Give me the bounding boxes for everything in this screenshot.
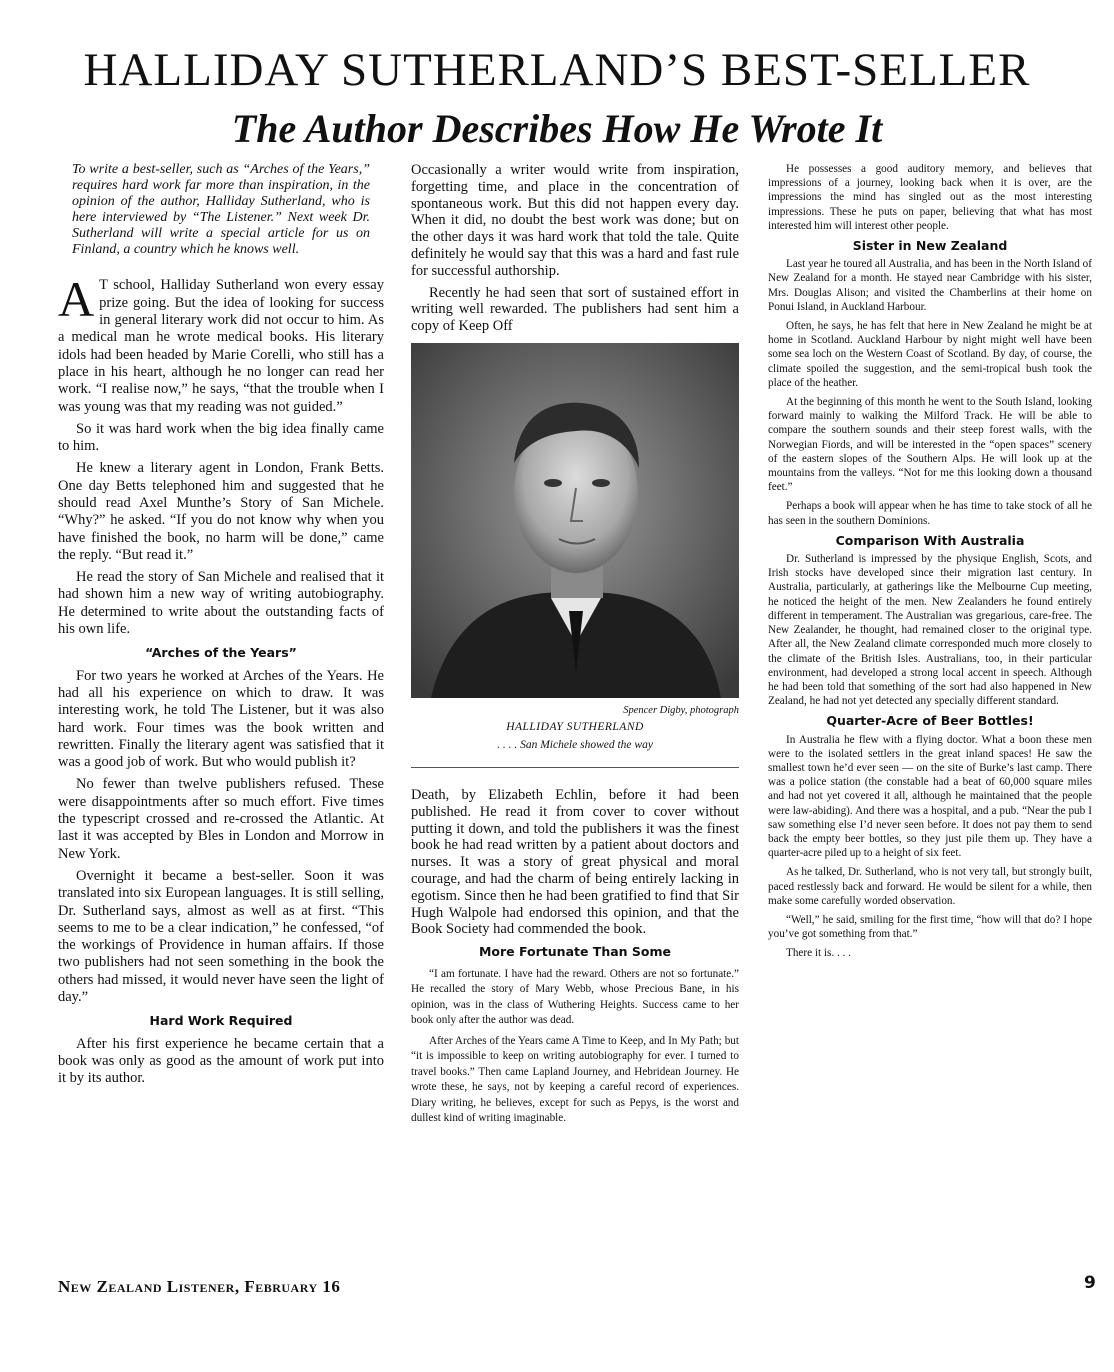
paragraph: Recently he had seen that sort of sustained effort in writing well rewarded. The publishers had sent him a copy of Keep Off <box>411 284 739 335</box>
section-heading: Comparison With Australia <box>835 532 1025 548</box>
portrait-photo <box>411 343 739 698</box>
paragraph: He read the story of San Michele and realised that it had shown him a new way of writing autobiography. He determined to write about the outstanding facts of his own life. <box>58 569 384 638</box>
intro-paragraph: To write a best-seller, such as “Arches of the Years,” requires hard work far more than inspiration, in the opinion of the author, Halliday Sutherland, who is here interviewed by “The Listener.” Next week Dr. Sutherland will write a special article for us on Finland, a country which he knows well. <box>72 162 370 257</box>
paragraph: Dr. Sutherland is impressed by the physique English, Scots, and Irish stocks have developed since their migration last century. In Australia, particularly, at gatherings like the Melbourne Cup meeting, he noticed the height of the men. New Zealanders he found entirely different in temperament. The Australian was gregarious, care-free. The New Zealander, he thought, had remained closer to the original type. After all, the New Zealand climate corresponded much more closely to the climate of the British Isles. Australians, too, in their particular environment, had developed a strong local accent in speech. Although he had been told that something of the sort had also happened in New Zealand, he had not yet detected any specially different standard. <box>768 553 1092 708</box>
caption-divider <box>411 767 739 768</box>
paragraph: “Well,” he said, smiling for the first time, “how will that do? I hope you’ve got something from that.” <box>768 913 1092 941</box>
column-1 <box>58 162 384 1093</box>
paragraph: At the beginning of this month he went to the South Island, looking forward mainly to walking the Milford Track. He will be able to compare the southern sounds and their steep forest walls, with the Norwegian Fiords, and will be interested in the “open spaces” scenery of the eastern slopes of the Southern Alps. He will look up at the mountains from the valleys. “Not for me this looking down a thousand feet.” <box>768 396 1092 494</box>
paragraph: He possesses a good auditory memory, and believes that impressions of a journey, looking back when it is over, are the impressions the mind has singled out as the most interesting impressions. These he puts on paper, believing that what has most interested him will interest other people. <box>768 163 1092 232</box>
paragraph: Often, he says, he has felt that here in New Zealand he might be at home in Scotland. Auckland Harbour by night might well have been some sea loch on the Western Coast of Scotland. By day, of course, the climate spoiled the suggestion, and the semi-tropical bush took the place of the heather. <box>768 320 1092 389</box>
column-3 <box>768 162 1092 966</box>
photo-credit: Spencer Digby, photograph <box>623 704 739 716</box>
paragraph: Last year he toured all Australia, and has been in the North Island of New Zealand for a month. He stayed near Cambridge with his sister, Mrs. Douglas Alison; and visited the Chamberlins at their home on Ponui Island, in Auckland Harbour. <box>768 258 1092 313</box>
photo-caption-text: . . . . San Michele showed the way <box>497 738 653 751</box>
small-text-block <box>411 967 739 1127</box>
subheadline: The Author Describes How He Wrote It <box>231 106 883 151</box>
column-2 <box>411 162 739 1132</box>
photo-block <box>411 343 739 783</box>
drop-cap: A <box>58 271 95 328</box>
section-heading: More Fortunate Than Some <box>478 944 672 960</box>
paragraph: No fewer than twelve publishers refused. These were disappointments after so much effort. Five times the typescript crossed and re-crossed the Atlantic. At last it was accepted by Bles in London and Morrow in New York. <box>58 776 384 862</box>
paragraph: In Australia he flew with a flying doctor. What a boon these men were to the isolated settlers in the great inland spaces! He saw the smallest town he’d ever seen — on the site of Burke’s last camp. There was a police station (the constable had a beat of 60,000 square miles and had not yet covered it all, although he maintained that the people were law-abiding). And there was a hospital, and a pub. “Near the pub I saw something else I’d never seen before. It does not pay them to send back the empty beer bottles, so they just pile them up. They have a quarter-acre piled up to a height of six feet. <box>768 733 1092 860</box>
section-heading: Quarter-Acre of Beer Bottles! <box>826 713 1034 729</box>
page-number: 9 <box>1084 1273 1096 1293</box>
paragraph: After Arches of the Years came A Time to Keep, and In My Path; but “it is impossible to keep on writing autobiography for ever. I turned to travel books.” Then came Lapland Journey, and Hebridean Journey. He wrote these, he says, not by keeping a careful record of experiences. Diary writing, he believes, except for such as Pepys, is the worst and dullest kind of writing imaginable. <box>411 1034 739 1125</box>
paragraph: Death, by Elizabeth Echlin, before it had been published. He read it from cover to cover without putting it down, and told the publishers it was the finest book he had read written by a patient about doctors and nurses. It was a story of great physical and moral courage, and had the charm of being entirely lacking in egotism. Since then he had been gratified to find that Sir Hugh Walpole had endorsed this opinion, and that the Book Society had commended the book. <box>411 786 739 938</box>
section-heading: “Arches of the Years” <box>145 645 297 661</box>
paragraph: As he talked, Dr. Sutherland, who is not very tall, but strongly built, paced restlessly back and forward. He would be silent for a while, then make some carefully worded observation. <box>768 866 1092 907</box>
paragraph: He knew a literary agent in London, Frank Betts. One day Betts telephoned him and suggested that he should read Axel Munthe’s Story of San Michele. “Why?” he asked. “If you do not know why when you have finished the book, no harm will be done,” came the reply. “But read it.” <box>58 460 384 563</box>
paragraph: “I am fortunate. I have had the reward. Others are not so fortunate.” He recalled the story of Mary Webb, whose Precious Bane, in his opinion, was in the class of Wuthering Heights. Success came to her book only after the author was dead. <box>411 967 739 1027</box>
paragraph <box>58 271 384 415</box>
paragraph: Perhaps a book will appear when he has time to take stock of all he has seen in the southern Dominions. <box>768 500 1092 527</box>
paragraph: There it is. . . . <box>786 947 851 960</box>
paragraph: Occasionally a writer would write from inspiration, forgetting time, and place in the concentration of spontaneous work. But this did not happen every day. When it did, no doubt the best work was done; but on the other days it was hard work that told the tale. Quite definitely he would say that this was a hard and fast rule for successful authorship. <box>411 162 739 279</box>
paragraph: Overnight it became a best-seller. Soon it was translated into six European languages. It is still selling, Dr. Sutherland says, almost as well as at first. “This seems to me to be a clear indication,” he confessed, “of the workings of Providence in human affairs. If those two publishers had not seen something in the book the others had missed, it would never have seen the light of day.” <box>58 867 384 1006</box>
paragraph: For two years he worked at Arches of the Years. He had all his experience on which to draw. It was interesting work, he told The Listener, but it was also hard work. Four times was the book written and rewritten. Finally the literary agent was satisfied that it was a good job of work. But who would publish it? <box>58 667 384 771</box>
section-heading: Sister in New Zealand <box>852 238 1008 254</box>
section-heading: Hard Work Required <box>149 1013 293 1029</box>
paragraph: After his first experience he became certain that a book was only as good as the amount of work put into it by its author. <box>58 1035 384 1087</box>
footer-masthead: New Zealand Listener, February 16 <box>58 1277 341 1296</box>
headline: HALLIDAY SUTHERLAND’S BEST-SELLER <box>83 44 1031 96</box>
photo-caption-name: HALLIDAY SUTHERLAND <box>506 720 644 733</box>
paragraph: So it was hard work when the big idea finally came to him. <box>58 420 384 455</box>
paragraph-text: T school, Halliday Sutherland won every essay prize going. But the idea of looking for success in general literary work did not occur to him. As a medical man he wrote medical books. His literary idols had been headed by Marie Corelli, who still has a place in his heart, although he no longer can read her work. “I realise now,” he says, “that the trouble when I was young was that my reading was not guided.” <box>58 277 384 415</box>
